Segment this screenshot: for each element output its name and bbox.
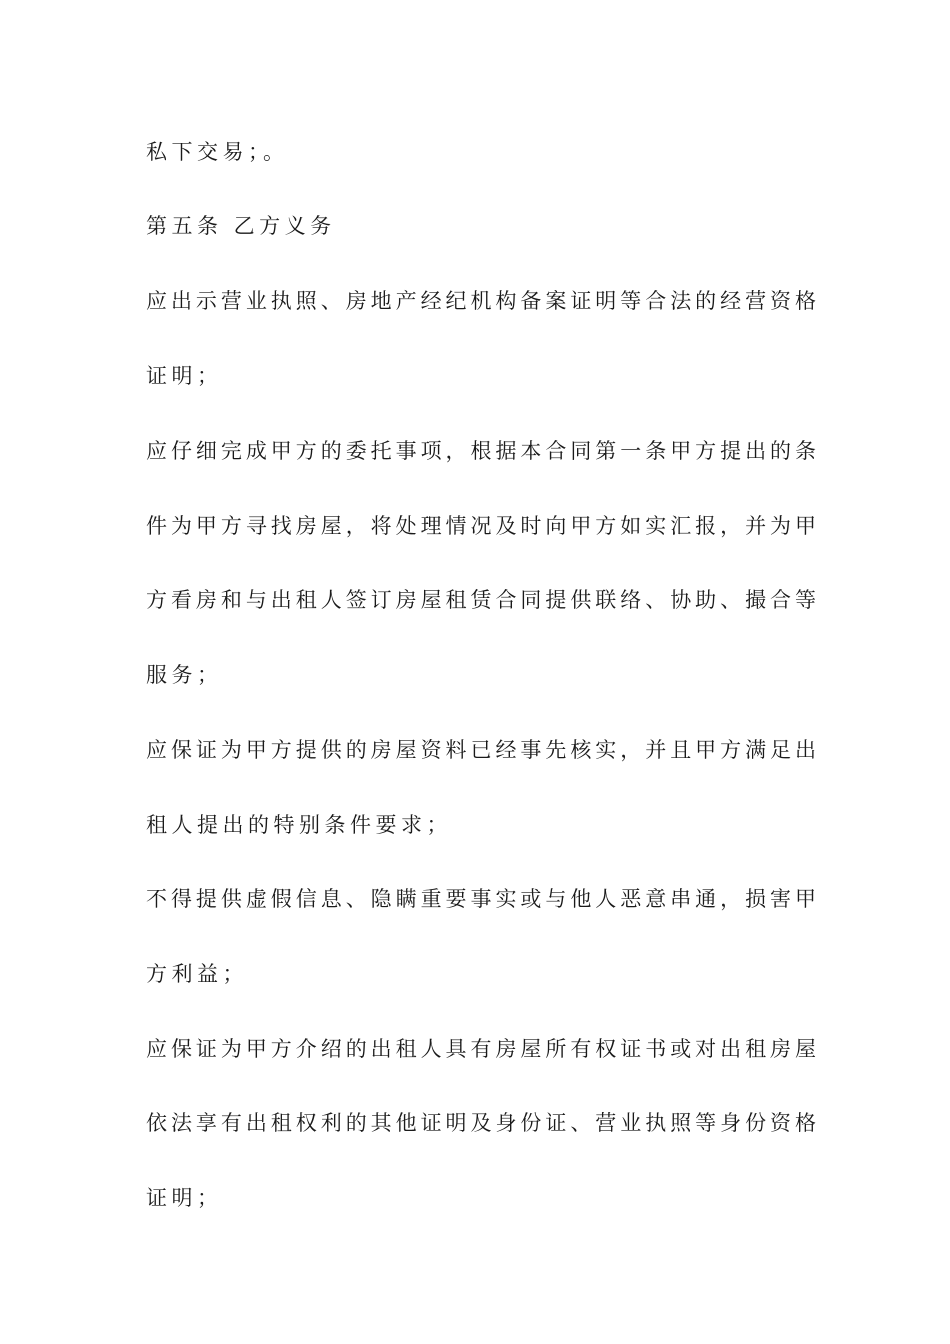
text-line: 租人提出的特别条件要求； bbox=[146, 813, 452, 837]
text-line: 应仔细完成甲方的委托事项，根据本合同第一条甲方提出的条 bbox=[146, 439, 816, 463]
text-line: 应出示营业执照、房地产经纪机构备案证明等合法的经营资格 bbox=[146, 289, 816, 313]
text-line: 私下交易；。 bbox=[146, 140, 289, 164]
text-line: 应保证为甲方介绍的出租人具有房屋所有权证书或对出租房屋 bbox=[146, 1037, 816, 1061]
article-heading: 第五条 乙方义务 bbox=[146, 214, 336, 238]
text-line: 证明； bbox=[146, 364, 223, 388]
text-line: 方利益； bbox=[146, 962, 248, 986]
text-line: 方看房和与出租人签订房屋租赁合同提供联络、协助、撮合等 bbox=[146, 588, 816, 612]
text-line: 证明； bbox=[146, 1186, 223, 1210]
text-line: 件为甲方寻找房屋，将处理情况及时向甲方如实汇报，并为甲 bbox=[146, 514, 816, 538]
text-line: 不得提供虚假信息、隐瞒重要事实或与他人恶意串通，损害甲 bbox=[146, 887, 816, 911]
text-line: 服务； bbox=[146, 663, 223, 687]
text-line: 依法享有出租权利的其他证明及身份证、营业执照等身份资格 bbox=[146, 1111, 816, 1135]
text-line: 应保证为甲方提供的房屋资料已经事先核实，并且甲方满足出 bbox=[146, 738, 816, 762]
